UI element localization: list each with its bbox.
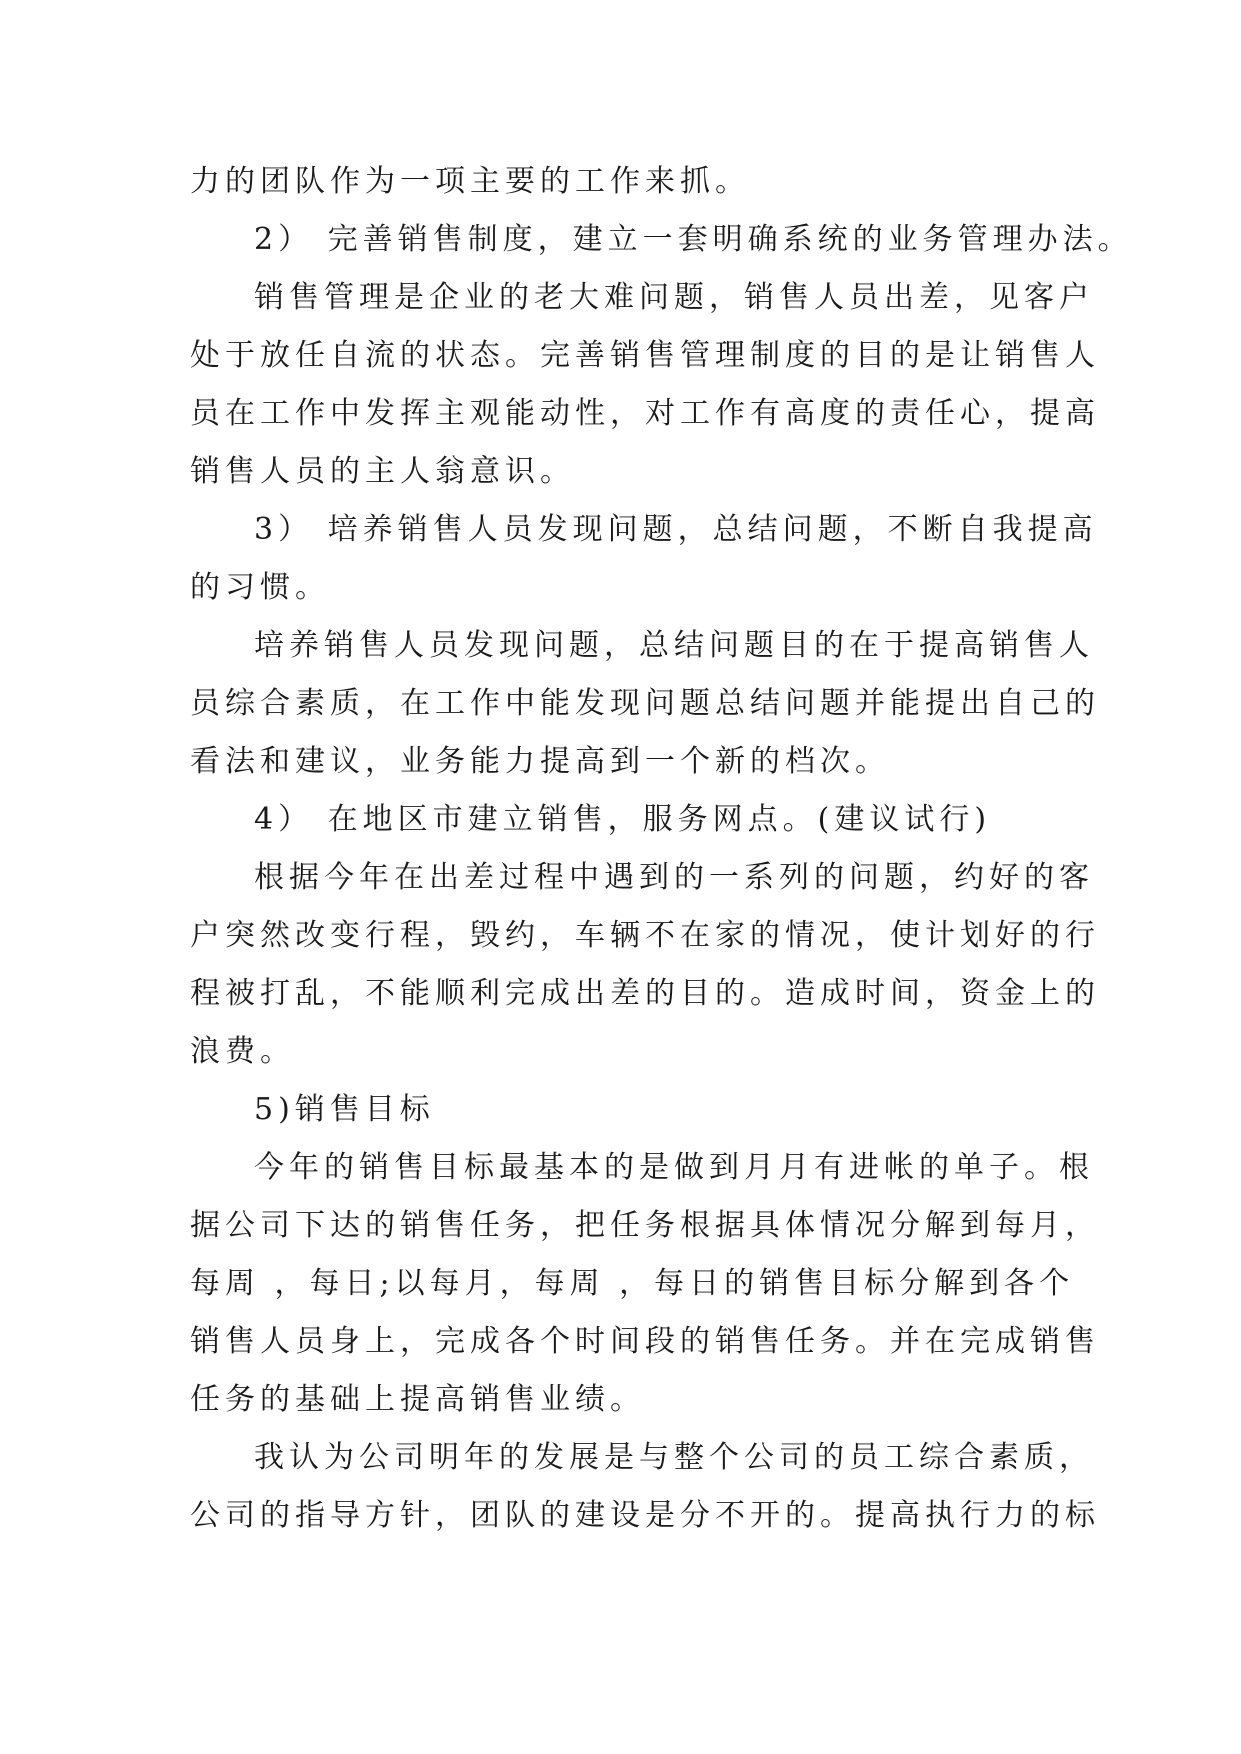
text-line: 2） 完善销售制度，建立一套明确系统的业务管理办法。	[254, 222, 1133, 257]
text-line: 销售人员身上，完成各个时间段的销售任务。并在完成销售	[190, 1324, 1100, 1359]
text-line: 我认为公司明年的发展是与整个公司的员工综合素质，	[254, 1440, 1094, 1475]
text-line: 4） 在地区市建立销售，服务网点。(建议试行)	[254, 802, 992, 837]
text-line: 培养销售人员发现问题，总结问题目的在于提高销售人	[254, 628, 1094, 663]
text-line: 销售管理是企业的老大难问题，销售人员出差，见客户	[254, 280, 1094, 315]
text-line: 每周 ，每日;以每月，每周 ，每日的销售目标分解到各个	[190, 1266, 1075, 1301]
text-line: 看法和建议，业务能力提高到一个新的档次。	[190, 744, 890, 779]
text-line: 根据今年在出差过程中遇到的一系列的问题，约好的客	[254, 860, 1094, 895]
text-line: 力的团队作为一项主要的工作来抓。	[190, 164, 750, 199]
text-line: 任务的基础上提高销售业绩。	[190, 1382, 645, 1417]
text-line: 户突然改变行程，毁约，车辆不在家的情况，使计划好的行	[190, 918, 1100, 953]
text-line: 员在工作中发挥主观能动性，对工作有高度的责任心，提高	[190, 396, 1100, 431]
text-line: 的习惯。	[190, 570, 330, 605]
text-line: 销售人员的主人翁意识。	[190, 454, 575, 489]
text-line: 公司的指导方针，团队的建设是分不开的。提高执行力的标	[190, 1498, 1100, 1533]
text-line: 今年的销售目标最基本的是做到月月有进帐的单子。根	[254, 1150, 1094, 1185]
text-line: 处于放任自流的状态。完善销售管理制度的目的是让销售人	[190, 338, 1100, 373]
text-line: 程被打乱，不能顺利完成出差的目的。造成时间，资金上的	[190, 976, 1100, 1011]
text-line: 员综合素质，在工作中能发现问题总结问题并能提出自己的	[190, 686, 1100, 721]
text-line: 3） 培养销售人员发现问题，总结问题，不断自我提高	[254, 512, 1098, 547]
text-line: 5)销售目标	[254, 1092, 435, 1127]
text-line: 据公司下达的销售任务，把任务根据具体情况分解到每月，	[190, 1208, 1100, 1243]
text-line: 浪费。	[190, 1034, 295, 1069]
